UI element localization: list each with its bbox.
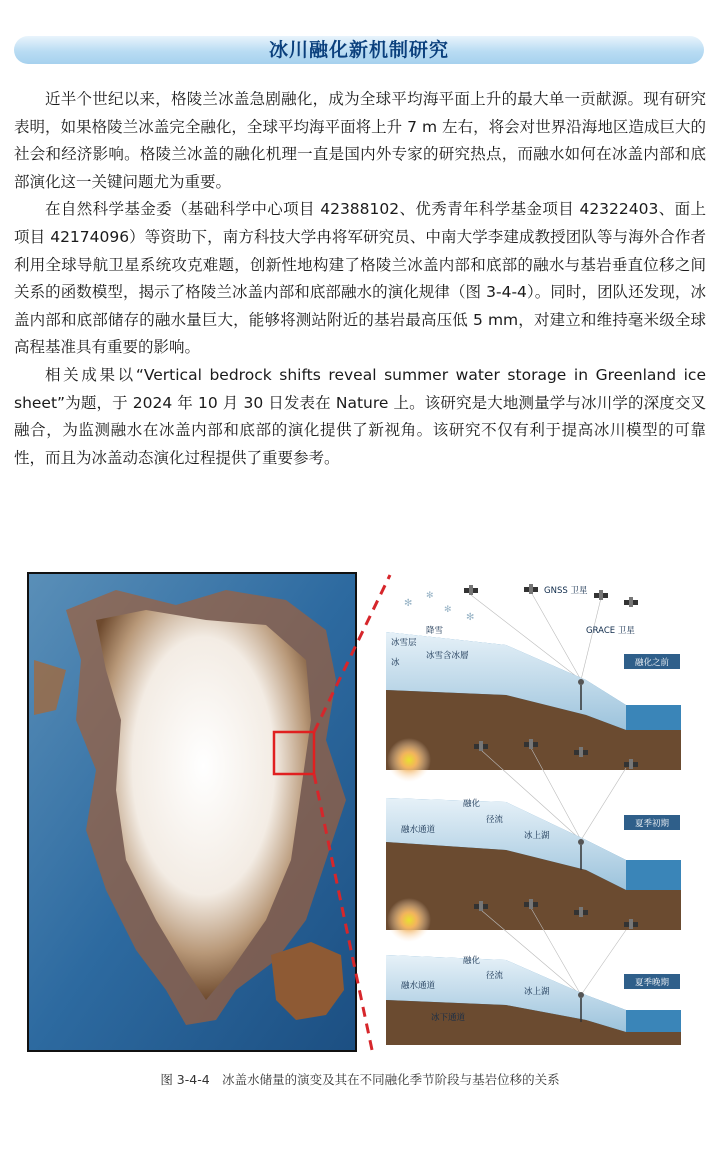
figure (26, 570, 694, 1056)
supraglacial-lake-label: 冰上湖 (524, 987, 550, 997)
supraglacial-lake-label: 冰上湖 (524, 831, 550, 841)
paragraph-2: 在自然科学基金委（基础科学中心项目 42388102、优秀青年科学基金项目 42322403、面上项目 42174096）等资助下，南方科技大学冉将军研究员、中南大学李建成教授团队等与海外合作者利用全球导航卫星系统攻克难题，创新性地构建了格陵兰冰盖内部和底部的融水与基岩垂直位移之间关系的函数模型，揭示了格陵兰冰盖内部和底部融水的演化规律（图 3-4-4）。同时，团队还发现，冰盖内部和底部储存的融水量巨大，能够将测站附近的基岩最高压低 5 mm，对建立和维持毫米级全球高程基准具有重要的影响。 (14, 200, 706, 357)
satellite-icon (464, 585, 478, 595)
article-body (14, 86, 706, 472)
page-title: 冰川融化新机制研究 (268, 39, 449, 61)
stage-tag-late-summer: 夏季晚期 (634, 978, 670, 988)
snow-layer-label: 冰雪层 (391, 638, 417, 648)
svg-text:✻: ✻ (444, 605, 452, 615)
subglacial-channel-label: 冰下通道 (431, 1013, 466, 1023)
paragraph-1: 近半个世纪以来，格陵兰冰盖急剧融化，成为全球平均海平面上升的最大单一贡献源。现有研究表明，如果格陵兰冰盖完全融化，全球平均海平面将上升 7 m 左右，将会对世界沿海地区造成巨大的社会和经济影响。格陵兰冰盖的融化机理一直是国内外专家的研究热点，而融水如何在冰盖内部和底部演化这一关键问题尤为重要。 (14, 90, 706, 191)
snowflake-icon (404, 591, 474, 623)
gnss-label: GNSS 卫星 (544, 586, 588, 596)
sun-icon (387, 898, 431, 942)
stage-tag-early-summer: 夏季初期 (634, 819, 670, 829)
melt-label: 融化 (463, 956, 481, 966)
runoff-label: 径流 (486, 971, 504, 981)
stage-tag-before: 融化之前 (634, 658, 670, 668)
paragraph-3: 相关成果以“Vertical bedrock shifts reveal summer water storage in Greenland ice sheet”为题，于 2024 年 10 月 30 日发表在 Nature 上。该研究是大地测量学与冰川学的深度交叉融合，为监测融水在冰盖内部和底部的演化提供了新视角。该研究不仅有利于提高冰川模型的可靠性，而且为冰盖动态演化过程提供了重要参考。 (14, 365, 706, 467)
satellite-icon (594, 590, 608, 600)
figure-caption: 图 3-4-4 冰盖水储量的演变及其在不同融化季节阶段与基岩位移的关系 (160, 1072, 560, 1087)
grace-label: GRACE 卫星 (586, 626, 635, 636)
svg-text:✻: ✻ (466, 612, 475, 623)
meltwater-channel-label: 融水通道 (401, 825, 436, 835)
greenland-map (28, 573, 356, 1051)
satellite-icon (624, 597, 638, 607)
melt-label: 融化 (463, 799, 481, 809)
snowfall-label: 降雪 (426, 626, 444, 636)
svg-text:✻: ✻ (426, 591, 434, 601)
meltwater-channel-label: 融水通道 (401, 981, 436, 991)
ice-label: 冰 (391, 658, 400, 668)
firn-label: 冰雪含冰層 (426, 651, 469, 661)
runoff-label: 径流 (486, 815, 504, 825)
sun-icon (387, 738, 431, 782)
title-bar (14, 36, 704, 64)
svg-text:✻: ✻ (404, 598, 413, 609)
satellite-icon (524, 584, 538, 594)
